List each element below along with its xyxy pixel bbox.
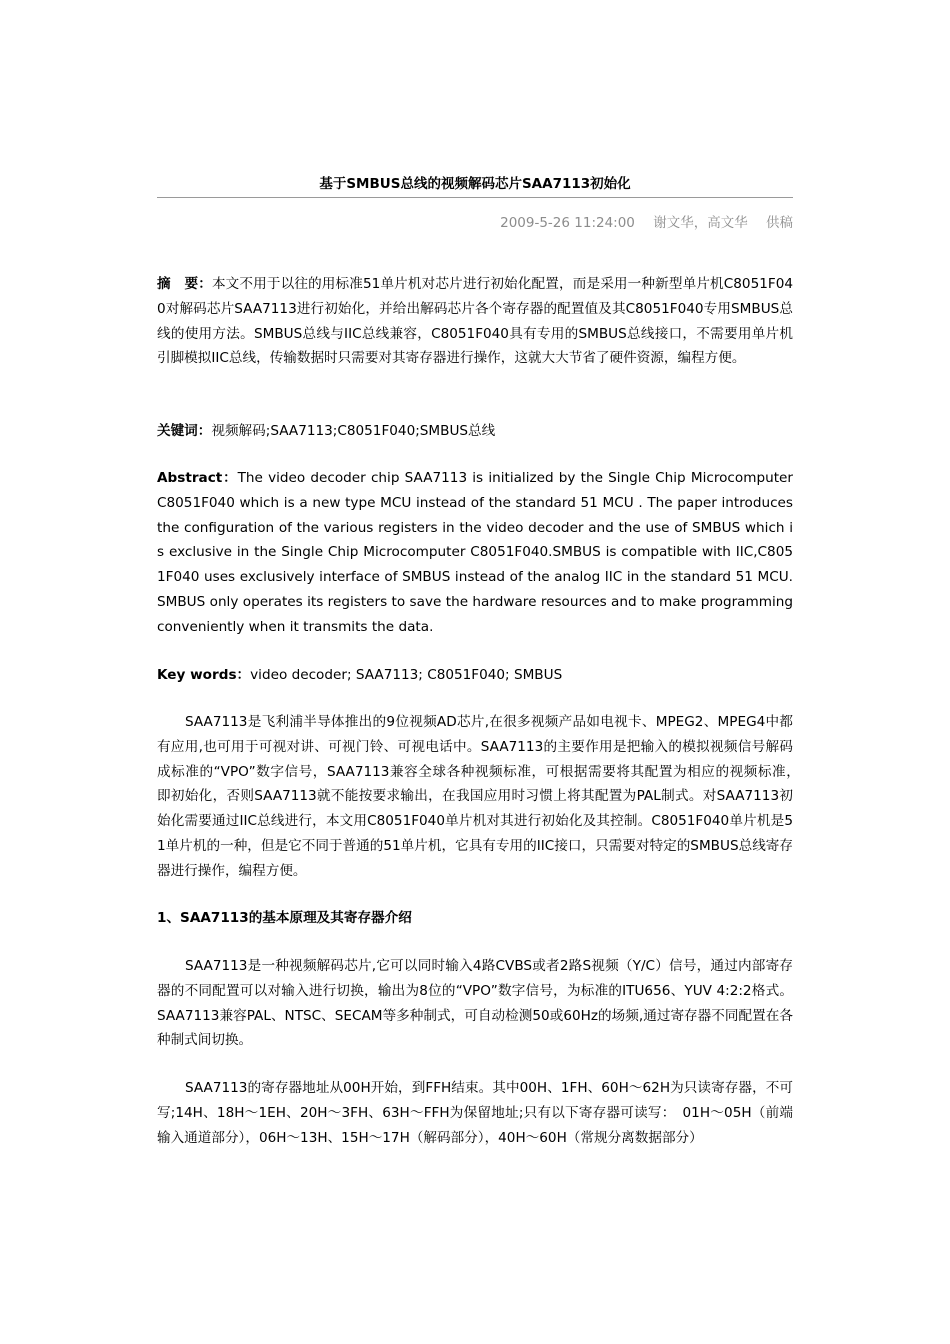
title-divider [157, 197, 793, 198]
article-meta [157, 213, 793, 233]
section-1-paragraph-1: SAA7113是一种视频解码芯片,它可以同时输入4路CVBS或者2路S视频（Y/C）信号，通过内部寄存器的不同配置可以对输入进行切换，输出为8位的“VPO”数字信号，为标准的ITU656、YUV 4:2:2格式。SAA7113兼容PAL、NTSC、SECAM等多种制式，可自动检测50或60Hz的场频,通过寄存器不同配置在各种制式间切换。 [157, 958, 793, 1049]
section-1-paragraph-2: SAA7113的寄存器地址从00H开始，到FFH结束。其中00H、1FH、60H～62H为只读寄存器，不可写;14H、18H～1EH、20H～3FH、63H～FFH为保留地址;只有以下寄存器可读写： 01H～05H（前端输入通道部分），06H～13H、15H～17H（解码部分），40H～60H（常规分离数据部分） [157, 1080, 793, 1146]
keywords-cn-label: 关键词： [157, 423, 212, 439]
keywords-en [157, 663, 793, 688]
abstract-en-text: The video decoder chip SAA7113 is initialized by the Single Chip Microcomputer C8051F040 which is a new type MCU instead of the standard 51 MCU . The paper introduces the configuration of the various registers in the video decoder and the use of SMBUS which is exclusive in the Single Chip Microcomputer C8051F040.SMBUS is compatible with IIC,C8051F040 uses exclusively interface of SMBUS instead of the analog IIC in the standard 51 MCU. SMBUS only operates its registers to save the hardware resources and to make programming conveniently when it transmits the data. [157, 470, 793, 635]
keywords-cn-text: 视频解码;SAA7113;C8051F040;SMBUS总线 [211, 423, 496, 439]
abstract-cn-label: 摘 要： [157, 276, 212, 292]
article-source: 供稿 [766, 215, 793, 231]
article-title: 基于SMBUS总线的视频解码芯片SAA7113初始化 [319, 176, 631, 192]
abstract-cn [157, 272, 793, 371]
keywords-en-text: video decoder; SAA7113; C8051F040; SMBUS [250, 667, 563, 683]
section-1-heading: 1、SAA7113的基本原理及其寄存器介绍 [157, 910, 412, 926]
abstract-en [157, 466, 793, 640]
abstract-cn-text: 本文不用于以往的用标准51单片机对芯片进行初始化配置，而是采用一种新型单片机C8051F040对解码芯片SAA7113进行初始化，并给出解码芯片各个寄存器的配置值及其C8051F040专用SMBUS总线的使用方法。SMBUS总线与IIC总线兼容，C8051F040具有专用的SMBUS总线接口，不需要用单片机引脚模拟IIC总线，传输数据时只需要对其寄存器进行操作，这就大大节省了硬件资源，编程方便。 [157, 276, 793, 367]
keywords-en-label: Key words： [157, 667, 251, 683]
intro-paragraph: SAA7113是飞利浦半导体推出的9位视频AD芯片,在很多视频产品如电视卡、MPEG2、MPEG4中都有应用,也可用于可视对讲、可视门铃、可视电话中。SAA7113的主要作用是把输入的模拟视频信号解码成标准的“VPO”数字信号，SAA7113兼容全球各种视频标准，可根据需要将其配置为相应的视频标准， 即初始化，否则SAA7113就不能按要求输出，在我国应用时习惯上将其配置为PAL制式。对SAA7113初始化需要通过IIC总线进行，本文用C8051F040单片机对其进行初始化及其控制。C8051F040单片机是51单片机的一种，但是它不同于普通的51单片机，它具有专用的IIC接口，只需要对特定的SMBUS总线寄存器进行操作，编程方便。 [157, 714, 807, 879]
article-authors: 谢文华，高文华 [653, 215, 748, 231]
abstract-en-label: Abstract： [157, 470, 238, 486]
article-date: 2009-5-26 11:24:00 [500, 215, 635, 231]
keywords-cn [157, 419, 793, 444]
